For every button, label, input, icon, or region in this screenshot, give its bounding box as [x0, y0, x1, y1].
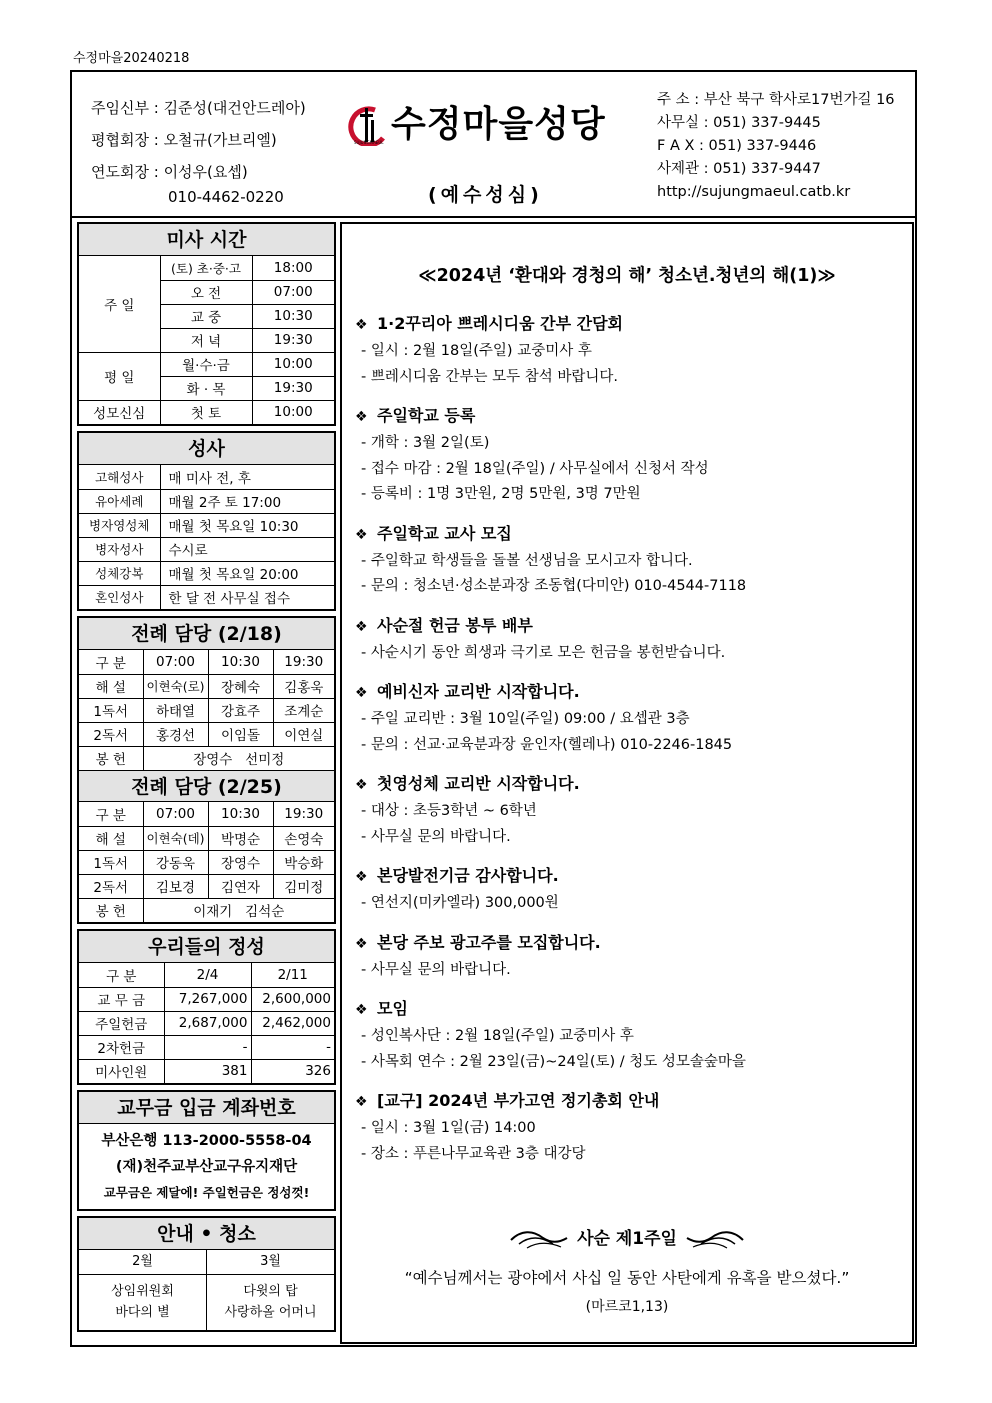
sacraments-table: [79, 465, 334, 609]
table-cell: 김연자: [208, 874, 273, 898]
table-row: [79, 850, 334, 874]
sacrament-name: 병자성사: [79, 537, 160, 561]
notice-item: [355, 862, 905, 917]
notices-column: [340, 222, 914, 1344]
table-row: [79, 489, 334, 513]
table-header: 10:30: [208, 802, 273, 826]
liturgical-footer: [342, 1224, 912, 1316]
sunday-label: 주 일: [79, 256, 160, 352]
table-cell: 326: [251, 1059, 334, 1083]
notice-detail: - 등록비 : 1명 3만원, 2명 5만원, 3명 7만원: [361, 486, 641, 502]
notice-heading: [355, 995, 905, 1024]
liturgy-table-1: [79, 650, 334, 770]
mass-times-box: [77, 222, 336, 426]
table-cell: 이현숙(데): [143, 826, 208, 850]
left-column: [77, 222, 336, 1337]
diamond-bullet-icon: ❖: [355, 935, 368, 952]
church-emblem-icon: [345, 102, 391, 146]
table-header: 07:00: [143, 650, 208, 674]
mass-time: 19:30: [252, 376, 334, 400]
mass-times-table: [79, 256, 334, 424]
notice-detail: - 사무실 문의 바랍니다.: [361, 828, 511, 845]
mass-time: 10:00: [252, 352, 334, 376]
notice-detail: - 접수 마감 : 2월 18일(주일) / 사무실에서 신청서 작성: [361, 460, 709, 477]
table-row: [79, 585, 334, 609]
account-title: 교무금 입금 계좌번호: [79, 1092, 334, 1124]
notice-heading: [355, 520, 905, 549]
notice-detail: - 대상 : 초등3학년 ~ 6학년: [361, 803, 537, 819]
account-holder: (재)천주교부산교구유지재단: [115, 1159, 298, 1175]
month-header: 2월: [79, 1250, 207, 1274]
choir-phone: 010-4462-0220: [168, 188, 284, 206]
notice-detail: - 사순시기 동안 희생과 극기로 모은 헌금을 봉헌받습니다.: [361, 644, 726, 661]
notice-list: [355, 310, 905, 1179]
council-line: [91, 124, 306, 156]
table-row: [79, 561, 334, 585]
sacrament-name: 유아세례: [79, 489, 160, 513]
notice-heading-text: [교구] 2024년 부가고연 정기총회 안내: [377, 1091, 660, 1110]
notice-item: [355, 520, 905, 600]
pastor-label: 주임신부 :: [91, 99, 164, 117]
mass-name: 화 · 목: [160, 376, 252, 400]
table-header: 10:30: [208, 650, 273, 674]
notice-heading-text: 모임: [377, 999, 408, 1018]
liturgy-box: [77, 616, 336, 924]
pastor-name: 김준성(대건안드레아): [163, 99, 306, 117]
council-label: 평협회장 :: [91, 131, 164, 149]
diamond-bullet-icon: ❖: [355, 777, 368, 793]
notice-heading: [355, 862, 905, 891]
notice-heading-text: 사순절 헌금 봉투 배부: [377, 615, 533, 635]
sacraments-box: [77, 431, 336, 611]
offering-type: 미사인원: [79, 1059, 164, 1083]
notice-heading: [355, 678, 905, 707]
table-row: [79, 674, 334, 698]
notice-heading-text: 예비신자 교리반 시작합니다.: [377, 682, 580, 701]
notice-item: [355, 995, 905, 1075]
guide-box: [77, 1216, 336, 1332]
table-cell: 김미정: [273, 874, 334, 898]
table-cell: 조계순: [273, 698, 334, 722]
holy-label: 성모신심: [79, 400, 160, 424]
bulletin-header: [72, 72, 915, 218]
table-cell: 강동욱: [143, 850, 208, 874]
sunday-title: 사순 제1주일: [577, 1229, 677, 1249]
sacrament-info: 매 미사 전, 후: [160, 465, 334, 489]
table-row: [79, 1011, 334, 1035]
table-cell: 김보경: [143, 874, 208, 898]
table-row: [79, 826, 334, 850]
gospel-source: (마르코1,13): [585, 1299, 669, 1315]
role-label: 봉 헌: [79, 746, 143, 770]
table-header: 2/11: [251, 963, 334, 987]
notice-detail: - 일시 : 2월 18일(주일) 교중미사 후: [361, 343, 592, 359]
notice-heading: [355, 310, 905, 339]
bulletin-frame: [70, 70, 917, 1347]
table-cell: 2,462,000: [251, 1011, 334, 1035]
table-row: [79, 256, 334, 280]
notice-detail: - 쁘레시디움 간부는 모두 참석 바랍니다.: [361, 368, 618, 385]
notice-detail: - 주일학교 학생들을 돌볼 선생님을 모시고자 합니다.: [361, 552, 693, 569]
liturgy-title-1: 전례 담당 (2/18): [79, 618, 334, 650]
table-cell: 2,687,000: [164, 1011, 251, 1035]
table-cell: 박명순: [208, 826, 273, 850]
table-row: [79, 963, 334, 987]
diamond-bullet-icon: ❖: [355, 869, 368, 885]
sunday-heading: [342, 1224, 912, 1250]
parish-subtitle: (예수성심): [428, 184, 543, 206]
sacrament-info: 매월 2주 토 17:00: [160, 489, 334, 513]
fax-number: F A X : 051) 337-9446: [657, 138, 817, 154]
offering-type: 주일헌금: [79, 1011, 164, 1035]
sacrament-info: 매월 첫 목요일 20:00: [160, 561, 334, 585]
notice-detail: - 주일 교리반 : 3월 10일(주일) 09:00 / 요셉관 3층: [361, 711, 690, 727]
notice-item: [355, 929, 905, 984]
notice-item: [355, 678, 905, 758]
notice-heading: [355, 402, 905, 431]
choir-label: 연도회장 :: [91, 163, 164, 181]
liturgy-title-2: 전례 담당 (2/25): [79, 770, 334, 802]
mass-times-title: 미사 시간: [79, 224, 334, 256]
table-row: [79, 802, 334, 826]
choir-line: [91, 156, 306, 188]
notice-item: [355, 612, 905, 667]
table-cell: 381: [164, 1059, 251, 1083]
notice-item: [355, 770, 905, 850]
diamond-bullet-icon: ❖: [355, 685, 368, 701]
mass-name: 교 중: [160, 304, 252, 328]
mass-name: (토) 초·중·고: [160, 256, 252, 280]
table-cell: 홍경선: [143, 722, 208, 746]
right-ornament-icon: [683, 1228, 745, 1250]
offering-names: 이재기 김석순: [143, 898, 334, 922]
mass-name: 첫 토: [160, 400, 252, 424]
table-cell: 장혜숙: [208, 674, 273, 698]
diamond-bullet-icon: ❖: [355, 409, 368, 425]
notice-detail: - 연선지(미카엘라) 300,000원: [361, 895, 559, 911]
role-label: 해 설: [79, 826, 143, 850]
notice-detail: - 사목회 연수 : 2월 23일(금)~24일(토) / 청도 성모솔숲마을: [361, 1053, 746, 1070]
table-row: [79, 898, 334, 922]
role-label: 1독서: [79, 698, 143, 722]
address: 주 소 : 부산 북구 학사로17번가길 16: [657, 92, 895, 108]
pastor-line: [91, 92, 306, 124]
table-header: 07:00: [143, 802, 208, 826]
sacraments-title: 성사: [79, 433, 334, 465]
table-row: [79, 1250, 334, 1274]
left-ornament-icon: [509, 1228, 571, 1250]
notice-title: ≪2024년 ‘환대와 경청의 해’ 청소년.청년의 해(1)≫: [418, 266, 836, 286]
guide-title: 안내 • 청소: [79, 1218, 334, 1250]
notice-heading-text: 본당발전기금 감사합니다.: [377, 866, 559, 885]
diamond-bullet-icon: ❖: [355, 618, 368, 635]
table-cell: -: [164, 1035, 251, 1059]
table-cell: 박승화: [273, 850, 334, 874]
sacrament-info: 수시로: [160, 537, 334, 561]
month-header: 3월: [207, 1250, 335, 1274]
liturgy-table-2: [79, 802, 334, 922]
sacrament-info: 한 달 전 사무실 접수: [160, 585, 334, 609]
notice-heading-text: 1·2꾸리아 쁘레시디움 간부 간담회: [377, 314, 623, 333]
group-name: 상임위원회: [111, 1284, 174, 1300]
mass-name: 오 전: [160, 280, 252, 304]
mass-name: 저 녁: [160, 328, 252, 352]
diamond-bullet-icon: ❖: [355, 1094, 368, 1110]
diamond-bullet-icon: ❖: [355, 1002, 368, 1018]
table-cell: 장영수: [208, 850, 273, 874]
role-label: 2독서: [79, 722, 143, 746]
account-info: [79, 1124, 334, 1209]
sacrament-name: 병자영성체: [79, 513, 160, 537]
svg-text:SUJUNGMAEUL: SUJUNGMAEUL: [354, 140, 384, 145]
mar-groups: [207, 1274, 335, 1330]
notice-heading: [355, 770, 905, 799]
mass-name: 월·수·금: [160, 352, 252, 376]
table-cell: 2,600,000: [251, 987, 334, 1011]
mass-time: 07:00: [252, 280, 334, 304]
notice-item: [355, 310, 905, 390]
table-header: 19:30: [273, 802, 334, 826]
notice-heading-text: 주일학교 교사 모집: [377, 523, 512, 543]
mass-time: 19:30: [252, 328, 334, 352]
notice-heading: [355, 929, 905, 958]
notice-detail: - 성인복사단 : 2월 18일(주일) 교중미사 후: [361, 1028, 634, 1044]
table-header: 19:30: [273, 650, 334, 674]
sacrament-info: 매월 첫 목요일 10:30: [160, 513, 334, 537]
notice-item: [355, 402, 905, 508]
table-cell: 하태열: [143, 698, 208, 722]
document-id: 수정마을20240218: [73, 51, 190, 66]
table-cell: 이현숙(로): [143, 674, 208, 698]
group-name: 사랑하올 어머니: [224, 1305, 317, 1321]
church-name: 수정마을성당: [391, 104, 606, 145]
table-row: [79, 874, 334, 898]
table-row: [79, 650, 334, 674]
weekday-label: 평 일: [79, 352, 160, 400]
group-name: 바다의 별: [115, 1305, 170, 1321]
sacrament-name: 성체강복: [79, 561, 160, 585]
offerings-title: 우리들의 정성: [79, 931, 334, 963]
table-cell: -: [251, 1035, 334, 1059]
notice-detail: - 개학 : 3월 2일(토): [361, 435, 490, 451]
table-cell: 김홍욱: [273, 674, 334, 698]
account-note: 교무금은 제달에! 주일헌금은 정성껏!: [103, 1185, 310, 1200]
gospel-quote: “예수님께서는 광야에서 사십 일 동안 사탄에게 유혹을 받으셨다.”: [404, 1269, 850, 1287]
diamond-bullet-icon: ❖: [355, 317, 368, 333]
table-row: [79, 465, 334, 489]
rectory-phone: 사제관 : 051) 337-9447: [657, 161, 821, 177]
choir-name: 이성우(요셉): [163, 163, 248, 181]
offerings-box: [77, 929, 336, 1085]
feb-groups: [79, 1274, 207, 1330]
notice-heading: [355, 612, 905, 641]
diamond-bullet-icon: ❖: [355, 526, 368, 543]
table-row: [79, 987, 334, 1011]
table-row: [79, 352, 334, 376]
table-cell: 강효주: [208, 698, 273, 722]
offering-type: 2차헌금: [79, 1035, 164, 1059]
table-row: [79, 746, 334, 770]
table-cell: 7,267,000: [164, 987, 251, 1011]
table-header: 2/4: [164, 963, 251, 987]
church-logo: [345, 96, 645, 148]
guide-table: [79, 1250, 334, 1330]
table-row: [79, 1035, 334, 1059]
role-label: 1독서: [79, 850, 143, 874]
sacrament-name: 고해성사: [79, 465, 160, 489]
group-name: 다윗의 탑: [243, 1284, 298, 1300]
sacrament-name: 혼인성사: [79, 585, 160, 609]
table-row: [79, 722, 334, 746]
website-link[interactable]: http://sujungmaeul.catb.kr: [657, 184, 851, 200]
staff-info: [91, 92, 306, 206]
offering-names: 장영수 선미정: [143, 746, 334, 770]
notice-detail: - 장소 : 푸른나무교육관 3층 대강당: [361, 1145, 586, 1162]
table-row: [79, 1059, 334, 1083]
table-cell: 손영숙: [273, 826, 334, 850]
notice-detail: - 문의 : 청소년·성소분과장 조동협(다미안) 010-4544-7118: [361, 578, 747, 594]
notice-heading: [355, 1087, 905, 1116]
table-row: [79, 400, 334, 424]
mass-time: 18:00: [252, 256, 334, 280]
bank-account: 부산은행 113-2000-5558-04: [101, 1133, 312, 1149]
notice-detail: - 문의 : 선교·교육분과장 윤인자(헬레나) 010-2246-1845: [361, 736, 733, 753]
account-box: [77, 1090, 336, 1211]
table-cell: 이연실: [273, 722, 334, 746]
table-header: 구 분: [79, 650, 143, 674]
contact-info: [657, 89, 895, 204]
table-row: [79, 1274, 334, 1330]
table-header: 구 분: [79, 802, 143, 826]
role-label: 해 설: [79, 674, 143, 698]
role-label: 봉 헌: [79, 898, 143, 922]
notice-heading-text: 본당 주보 광고주를 모집합니다.: [377, 932, 601, 952]
table-row: [79, 698, 334, 722]
mass-time: 10:30: [252, 304, 334, 328]
council-name: 오철규(가브리엘): [163, 131, 277, 149]
table-row: [79, 537, 334, 561]
notice-heading-text: 첫영성체 교리반 시작합니다.: [377, 774, 580, 793]
role-label: 2독서: [79, 874, 143, 898]
notice-detail: - 사무실 문의 바랍니다.: [361, 961, 511, 978]
mass-time: 10:00: [252, 400, 334, 424]
table-cell: 이임돌: [208, 722, 273, 746]
notice-heading-text: 주일학교 등록: [377, 406, 476, 425]
table-row: [79, 513, 334, 537]
offering-type: 교 무 금: [79, 987, 164, 1011]
notice-detail: - 일시 : 3월 1일(금) 14:00: [361, 1120, 536, 1136]
notice-item: [355, 1087, 905, 1167]
offerings-table: [79, 963, 334, 1083]
table-header: 구 분: [79, 963, 164, 987]
office-phone: 사무실 : 051) 337-9445: [657, 115, 821, 131]
